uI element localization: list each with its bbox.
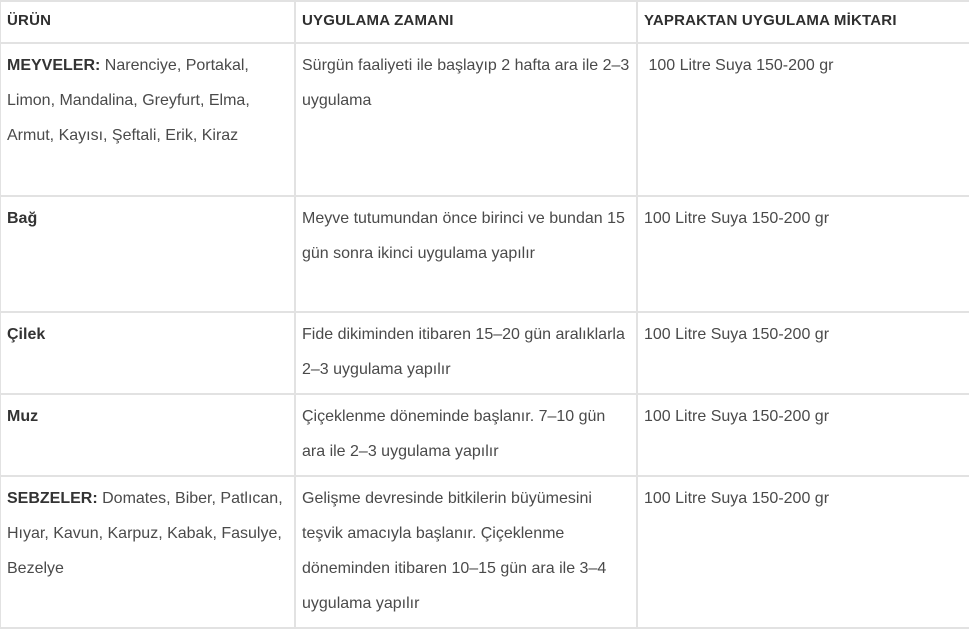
application-time-cell: Çiçeklenme döneminde başlanır. 7–10 gün ara ile 2–3 uygulama yapılır bbox=[295, 394, 637, 476]
header-application-amount: YAPRAKTAN UYGULAMA MİKTARI bbox=[637, 1, 969, 43]
product-name-bold: Muz bbox=[7, 408, 39, 425]
table-row bbox=[0, 476, 969, 628]
product-cell bbox=[0, 476, 295, 628]
header-row bbox=[0, 1, 969, 43]
application-amount-cell: 100 Litre Suya 150-200 gr bbox=[637, 476, 969, 628]
header-product: ÜRÜN bbox=[0, 1, 295, 43]
product-name-bold: Bağ bbox=[7, 210, 38, 227]
product-name-bold: MEYVELER: bbox=[7, 57, 101, 74]
product-name-bold: Çilek bbox=[7, 326, 46, 343]
table-body bbox=[0, 43, 969, 628]
application-amount-cell: 100 Litre Suya 150-200 gr bbox=[637, 43, 969, 196]
application-time-cell: Meyve tutumundan önce birinci ve bundan 15 gün sonra ikinci uygulama yapılır bbox=[295, 196, 637, 312]
application-time-cell: Sürgün faaliyeti ile başlayıp 2 hafta ara ile 2–3 uygulama bbox=[295, 43, 637, 196]
product-name-detail: Narenciye, Portakal, Limon, Mandalina, Greyfurt, Elma, Armut, Kayısı, Şeftali, Erik, Kiraz bbox=[7, 57, 250, 144]
application-time-cell: Fide dikiminden itibaren 15–20 gün aralıklarla 2–3 uygulama yapılır bbox=[295, 312, 637, 394]
table-header bbox=[0, 1, 969, 43]
application-amount-cell: 100 Litre Suya 150-200 gr bbox=[637, 196, 969, 312]
product-cell bbox=[0, 196, 295, 312]
product-cell bbox=[0, 43, 295, 196]
table-row bbox=[0, 394, 969, 476]
product-cell bbox=[0, 394, 295, 476]
table-row bbox=[0, 196, 969, 312]
product-name-bold: SEBZELER: bbox=[7, 490, 98, 507]
application-time-cell: Gelişme devresinde bitkilerin büyümesini teşvik amacıyla başlanır. Çiçeklenme döneminden itibaren 10–15 gün ara ile 3–4 uygulama yapılır bbox=[295, 476, 637, 628]
product-name-detail: Domates, Biber, Patlıcan, Hıyar, Kavun, Karpuz, Kabak, Fasulye, Bezelye bbox=[7, 490, 283, 577]
table-row bbox=[0, 312, 969, 394]
table-row bbox=[0, 43, 969, 196]
header-application-time: UYGULAMA ZAMANI bbox=[295, 1, 637, 43]
application-amount-cell: 100 Litre Suya 150-200 gr bbox=[637, 312, 969, 394]
product-cell bbox=[0, 312, 295, 394]
application-amount-cell: 100 Litre Suya 150-200 gr bbox=[637, 394, 969, 476]
